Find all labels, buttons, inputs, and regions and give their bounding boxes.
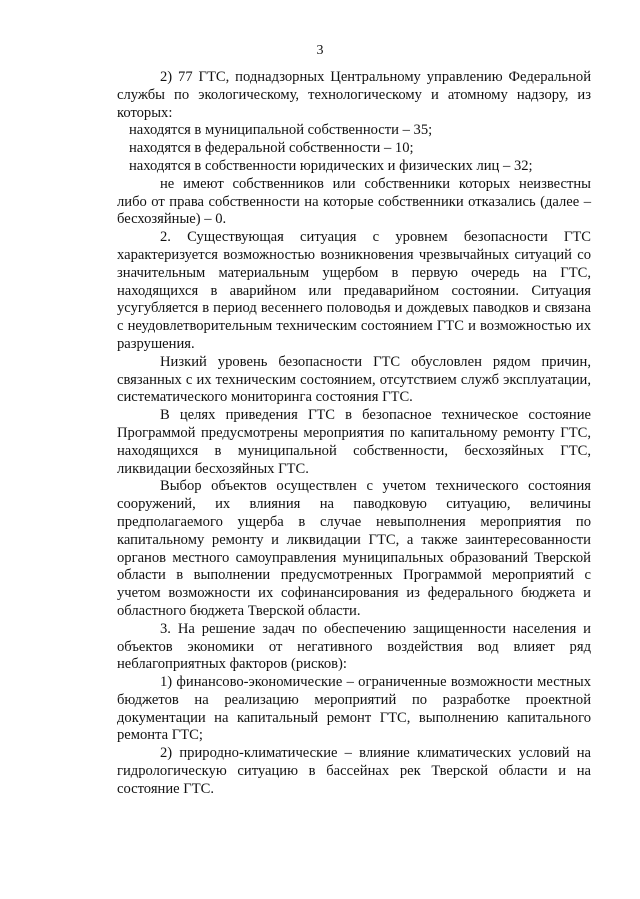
list-item-municipal: находятся в муниципальной собственности – 35; [129,122,433,139]
page-number: 3 [316,43,324,58]
paragraph-risk-factors: 3. На решение задач по обеспечению защищенности населения и объектов экономики от негативного воздействия вод влияет ряд неблагоприятных факторов (рисков): [117,620,591,673]
paragraph-safety-situation: 2. Существующая ситуация с уровнем безопасности ГТС характеризуется возможностью возникновения чрезвычайных ситуаций со значительным материальным ущербом в первую очередь на ГТС, находящихся в аварийном или предаварийном состоянии. Ситуация усугубляется в период весеннего половодья и дождевых паводков и связана с неудовлетворительным техническим состоянием ГТС и возможностью их разрушения. [117,229,591,352]
document-body [117,69,591,799]
paragraph-climate-risk: 2) природно-климатические – влияние климатических условий на гидрологическую ситуацию в бассейнах рек Тверской области и на состояние ГТС. [117,745,591,797]
paragraph-program-measures: В целях приведения ГТС в безопасное техническое состояние Программой предусмотрены мероприятия по капитальному ремонту ГТС, находящихся в муниципальной собственности, бесхозяйных ГТС, ликвидации бесхозяйных ГТС. [117,407,591,477]
paragraph-low-safety: Низкий уровень безопасности ГТС обусловлен рядом причин, связанных с их техническим состоянием, отсутствием служб эксплуатации, систематического мониторинга состояния ГТС. [117,353,591,406]
paragraph-gts-count: 2) 77 ГТС, поднадзорных Центральному управлению Федеральной службы по экологическому, технологическому и атомному надзору, из которых: [117,69,591,121]
list-item-federal: находятся в федеральной собственности – 10; [129,140,414,157]
paragraph-object-selection: Выбор объектов осуществлен с учетом технического состояния сооружений, их влияния на паводковую ситуацию, величины предполагаемого ущерба в случае невыполнения мероприятия по капитальному ремонту и ликвидации ГТС, а также заинтересованности органов местного самоуправления муниципальных образований Тверской области в выполнении предусмотренных Программой мероприятий с учетом возможности их софинансирования из федерального бюджета и областного бюджета Тверской области. [117,478,591,619]
list-item-ownerless: не имеют собственников или собственники которых неизвестны либо от права собственности на которые собственники отказались (далее – бесхозяйные) – 0. [117,175,591,228]
paragraph-financial-risk: 1) финансово-экономические – ограниченные возможности местных бюджетов на реализацию мероприятий по разработке проектной документации на капитальный ремонт ГТС, выполнению капитального ремонта ГТС; [117,674,591,744]
list-item-legal-entities: находятся в собственности юридических и физических лиц – 32; [129,157,533,174]
